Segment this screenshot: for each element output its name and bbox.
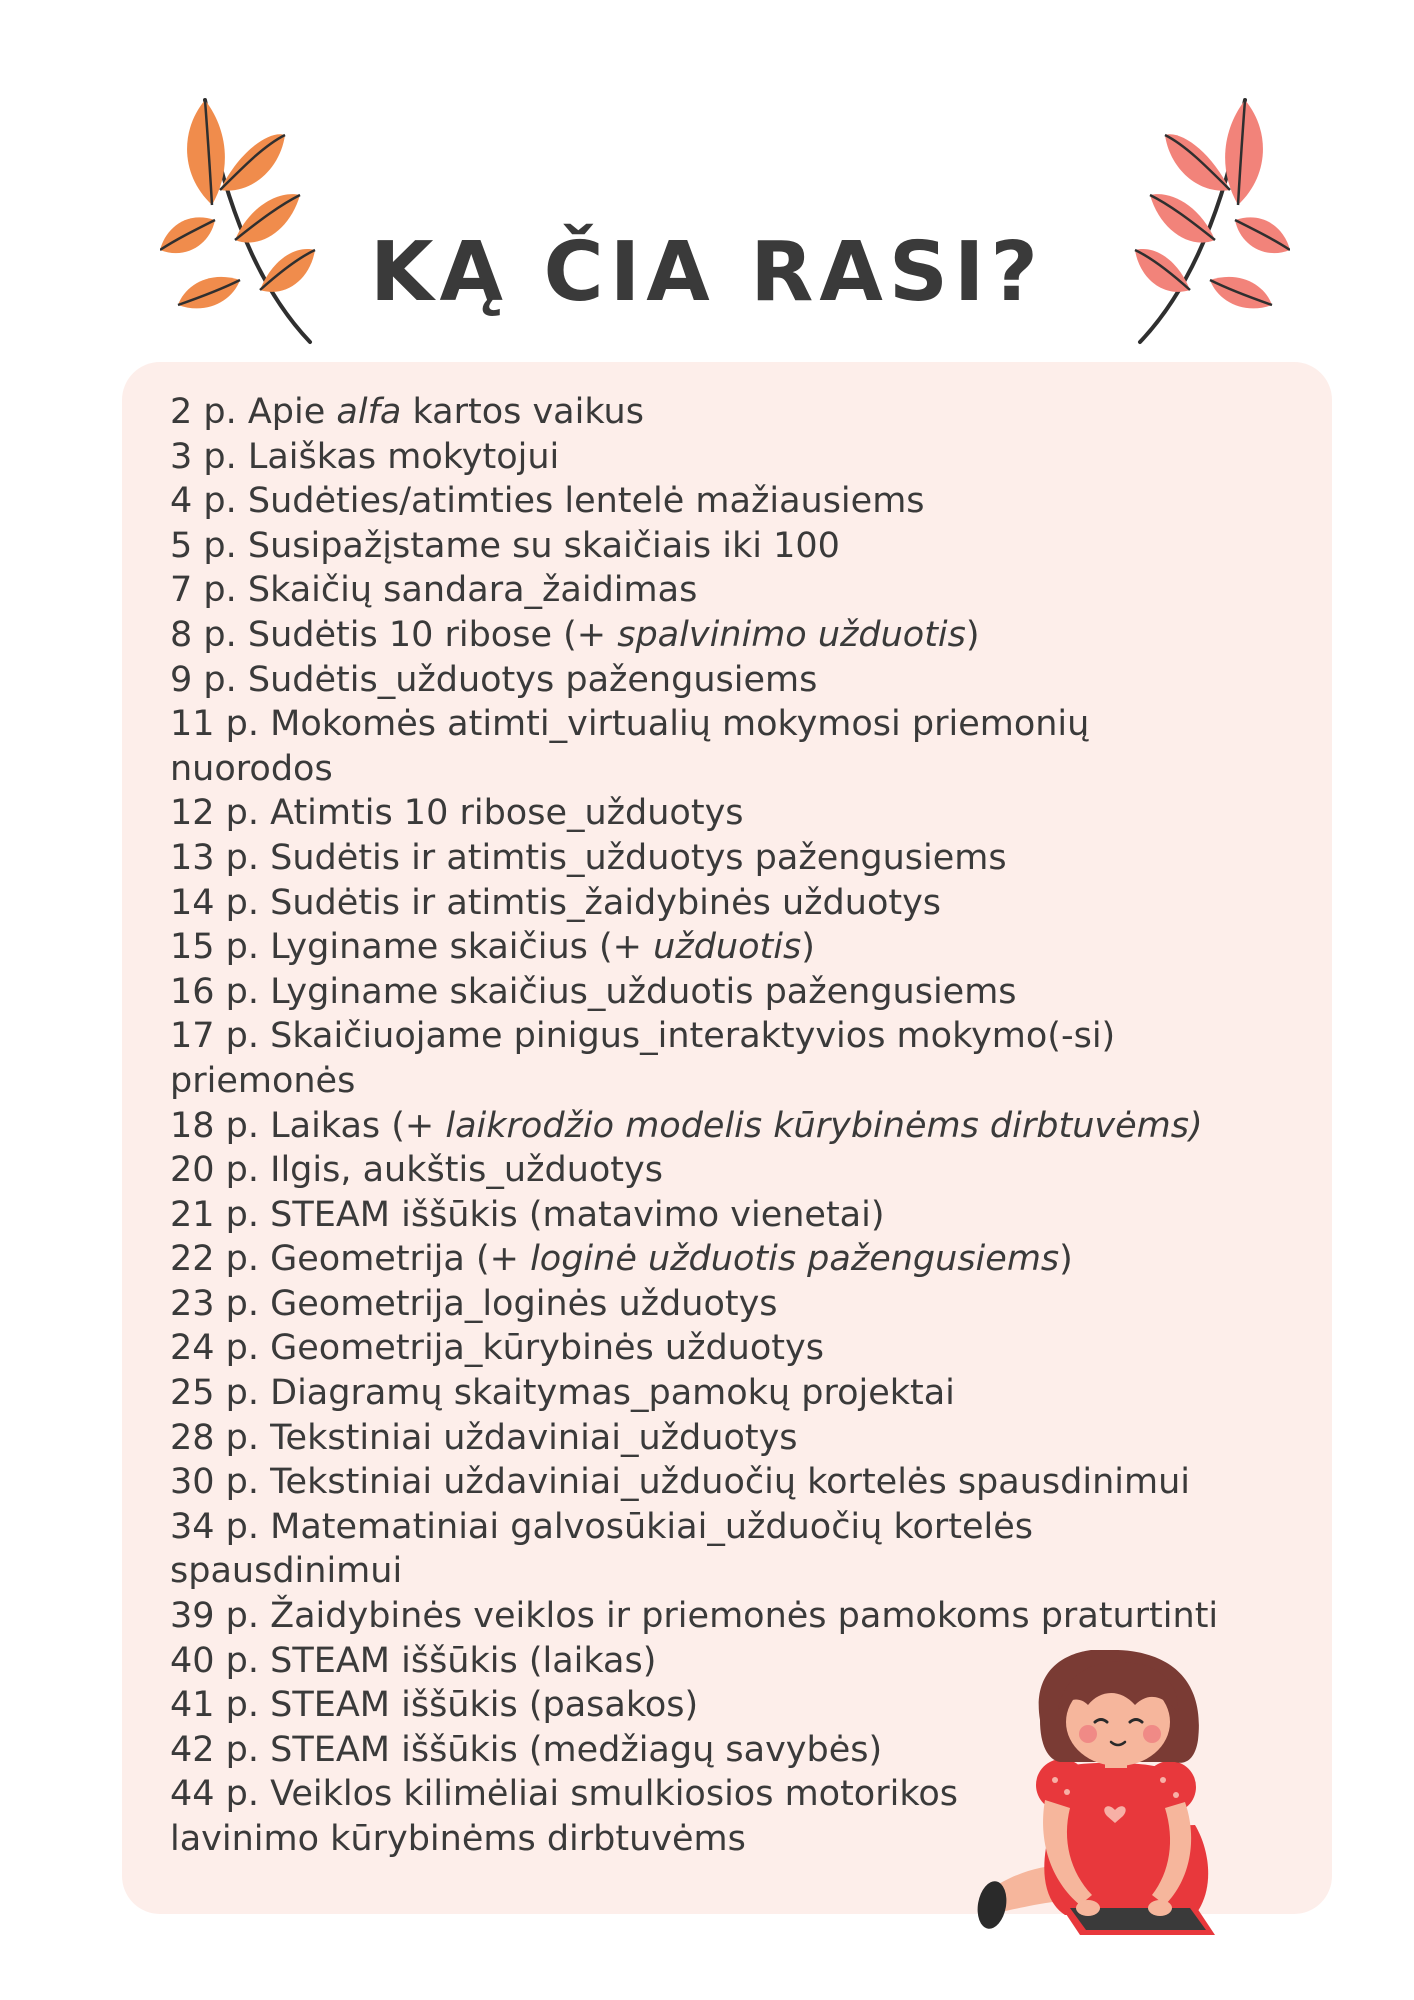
toc-entry-text: 23 p. Geometrija_loginės užduotys <box>170 1283 778 1324</box>
toc-entry-text-end: ) <box>801 927 815 968</box>
toc-entry-text: 8 p. Sudėtis 10 ribose (+ <box>170 614 618 655</box>
toc-entry-text-end: ) <box>965 614 980 655</box>
toc-entry-text: 16 p. Lyginame skaičius_užduotis pažengusiems <box>170 971 1017 1012</box>
toc-entry-text: 9 p. Sudėtis_užduotys pažengusiems <box>170 659 818 700</box>
toc-entry <box>170 702 1310 747</box>
toc-entry-text-end: kartos vaikus <box>401 392 644 432</box>
toc-entry <box>170 747 1310 792</box>
toc-entry <box>170 1371 1310 1416</box>
toc-entry-text: 15 p. Lyginame skaičius (+ <box>170 927 654 968</box>
toc-entry <box>170 568 1310 613</box>
toc-entry <box>170 1326 1310 1371</box>
toc-entry <box>170 1148 1310 1193</box>
toc-entry-text: 2 p. Apie <box>170 392 337 432</box>
toc-entry-text: 24 p. Geometrija_kūrybinės užduotys <box>170 1328 824 1369</box>
toc-entry-text: 40 p. STEAM iššūkis (laikas) <box>170 1640 657 1681</box>
toc-entry-text: 11 p. Mokomės atimti_virtualių mokymosi priemonių <box>170 704 1090 745</box>
toc-entry <box>170 970 1310 1015</box>
toc-entry-text: 21 p. STEAM iššūkis (matavimo vienetai) <box>170 1194 885 1235</box>
toc-entry <box>170 1594 1310 1639</box>
toc-entry-text: 44 p. Veiklos kilimėliai smulkiosios motorikos <box>170 1774 958 1815</box>
table-of-contents <box>170 390 1310 1862</box>
toc-entry-text: 14 p. Sudėtis ir atimtis_žaidybinės užduotys <box>170 882 942 923</box>
toc-entry-text: 30 p. Tekstiniai uždaviniai_užduočių kortelės spausdinimui <box>170 1462 1190 1503</box>
toc-entry-italic-text: spalvinimo užduotis <box>617 614 966 655</box>
toc-entry-italic-text: užduotis <box>653 927 802 968</box>
toc-entry <box>170 1059 1310 1104</box>
toc-entry <box>170 925 1310 970</box>
toc-entry <box>170 1193 1310 1238</box>
toc-entry <box>170 1014 1310 1059</box>
toc-entry-text: 4 p. Sudėties/atimties lentelė mažiausiems <box>170 481 925 522</box>
toc-entry-italic-text: alfa <box>336 392 402 432</box>
toc-entry-text-end: ) <box>1059 1239 1073 1280</box>
page-title: KĄ ČIA RASI? <box>370 224 1044 320</box>
toc-entry-text: 17 p. Skaičiuojame pinigus_interaktyvios mokymo(-si) <box>170 1016 1116 1057</box>
toc-entry <box>170 881 1310 926</box>
toc-entry <box>170 1460 1310 1505</box>
toc-entry <box>170 658 1310 703</box>
toc-entry-text: 34 p. Matematiniai galvosūkiai_užduočių kortelės <box>170 1506 1034 1547</box>
toc-entry-text: 25 p. Diagramų skaitymas_pamokų projektai <box>170 1373 955 1414</box>
toc-entry <box>170 1549 1310 1594</box>
toc-entry <box>170 1416 1310 1461</box>
girl-with-tablet-illustration <box>970 1650 1260 1950</box>
toc-entry-text: 5 p. Susipažįstame su skaičiais iki 100 <box>170 525 840 566</box>
toc-entry-text: priemonės <box>170 1060 356 1101</box>
toc-entry <box>170 791 1310 836</box>
toc-entry-text: 20 p. Ilgis, aukštis_užduotys <box>170 1150 663 1191</box>
toc-entry-text: 28 p. Tekstiniai uždaviniai_užduotys <box>170 1417 798 1458</box>
toc-entry-text: spausdinimui <box>170 1551 403 1592</box>
toc-entry-text: 42 p. STEAM iššūkis (medžiagų savybės) <box>170 1729 883 1770</box>
toc-entry-text: 41 p. STEAM iššūkis (pasakos) <box>170 1685 699 1726</box>
toc-entry <box>170 390 1310 435</box>
toc-entry <box>170 524 1310 569</box>
toc-entry <box>170 435 1310 480</box>
toc-entry-text: 7 p. Skaičių sandara_žaidimas <box>170 570 698 611</box>
toc-entry <box>170 1104 1310 1149</box>
toc-entry-text: 3 p. Laiškas mokytojui <box>170 436 560 477</box>
toc-entry-text: nuorodos <box>170 748 333 789</box>
toc-entry-text: 18 p. Laikas (+ <box>170 1105 446 1146</box>
toc-entry <box>170 1282 1310 1327</box>
toc-entry-text: 22 p. Geometrija (+ <box>170 1239 531 1280</box>
toc-entry <box>170 613 1310 658</box>
toc-entry <box>170 836 1310 881</box>
toc-entry-text: 13 p. Sudėtis ir atimtis_užduotys pažengusiems <box>170 837 1007 878</box>
toc-entry <box>170 1237 1310 1282</box>
toc-entry <box>170 479 1310 524</box>
toc-entry-italic-text: loginė užduotis pažengusiems <box>530 1239 1060 1280</box>
toc-entry-text: 12 p. Atimtis 10 ribose_užduotys <box>170 793 744 834</box>
toc-entry-italic-text: laikrodžio modelis kūrybinėms dirbtuvėms) <box>445 1105 1203 1146</box>
toc-entry <box>170 1505 1310 1550</box>
toc-entry-text: 39 p. Žaidybinės veiklos ir priemonės pamokoms praturtinti <box>170 1596 1219 1637</box>
toc-entry-text: lavinimo kūrybinėms dirbtuvėms <box>170 1819 746 1859</box>
